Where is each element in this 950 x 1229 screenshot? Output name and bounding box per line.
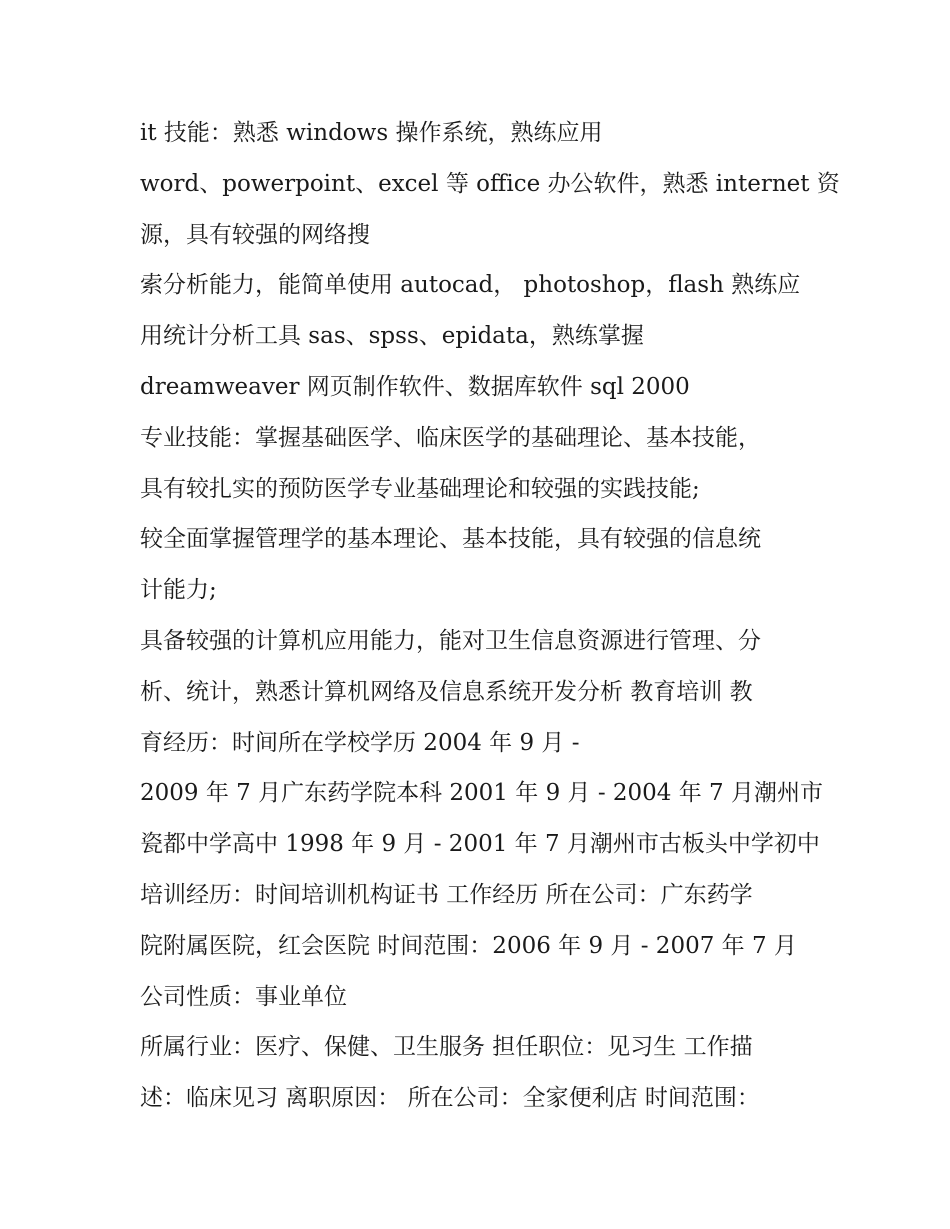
document-body (140, 108, 840, 1124)
text-line-company-type: 公司性质：事业单位 (140, 983, 347, 1010)
text-line-high-school: 瓷都中学高中 1998 年 9 月 - 2001 年 7 月潮州市古板头中学初中 (140, 831, 820, 858)
text-line-professional-skills: 专业技能：掌握基础医学、临床医学的基础理论、基本技能， (140, 424, 761, 451)
text-line-training-work: 培训经历：时间培训机构证书 工作经历 所在公司：广东药学 (140, 881, 753, 908)
text-line-statistics-ability: 计能力; (140, 577, 217, 604)
text-line-management: 较全面掌握管理学的基本理论、基本技能，具有较强的信息统 (140, 526, 761, 553)
text-line-statistics-tools: 用统计分析工具 sas、spss、epidata，熟练掌握 (140, 323, 644, 350)
text-line-dreamweaver: dreamweaver 网页制作软件、数据库软件 sql 2000 (140, 373, 690, 400)
text-line-office-software: word、powerpoint、excel 等 office 办公软件，熟悉 internet 资 (140, 170, 840, 197)
text-line-job-description: 述：临床见习 离职原因： 所在公司：全家便利店 时间范围： (140, 1085, 760, 1112)
text-line-network-search: 源，具有较强的网络搜 (140, 221, 370, 248)
text-line-it-skills: it 技能：熟悉 windows 操作系统，熟练应用 (140, 120, 603, 146)
text-line-university: 2009 年 7 月广东药学院本科 2001 年 9 月 - 2004 年 7 月潮州市 (140, 780, 824, 807)
text-line-education-heading: 析、统计，熟悉计算机网络及信息系统开发分析 教育培训 教 (140, 678, 753, 705)
text-line-hospital: 院附属医院，红会医院 时间范围：2006 年 9 月 - 2007 年 7 月 (140, 932, 797, 959)
text-line-computer-ability: 具备较强的计算机应用能力，能对卫生信息资源进行管理、分 (140, 627, 761, 654)
text-line-industry: 所属行业：医疗、保健、卫生服务 担任职位：见习生 工作描 (140, 1034, 753, 1061)
text-line-analysis-ability: 索分析能力，能简单使用 autocad， photoshop，flash 熟练应 (140, 272, 801, 299)
text-line-education-history: 育经历：时间所在学校学历 2004 年 9 月 - (140, 729, 580, 756)
text-line-preventive-medicine: 具有较扎实的预防医学专业基础理论和较强的实践技能; (140, 475, 700, 502)
